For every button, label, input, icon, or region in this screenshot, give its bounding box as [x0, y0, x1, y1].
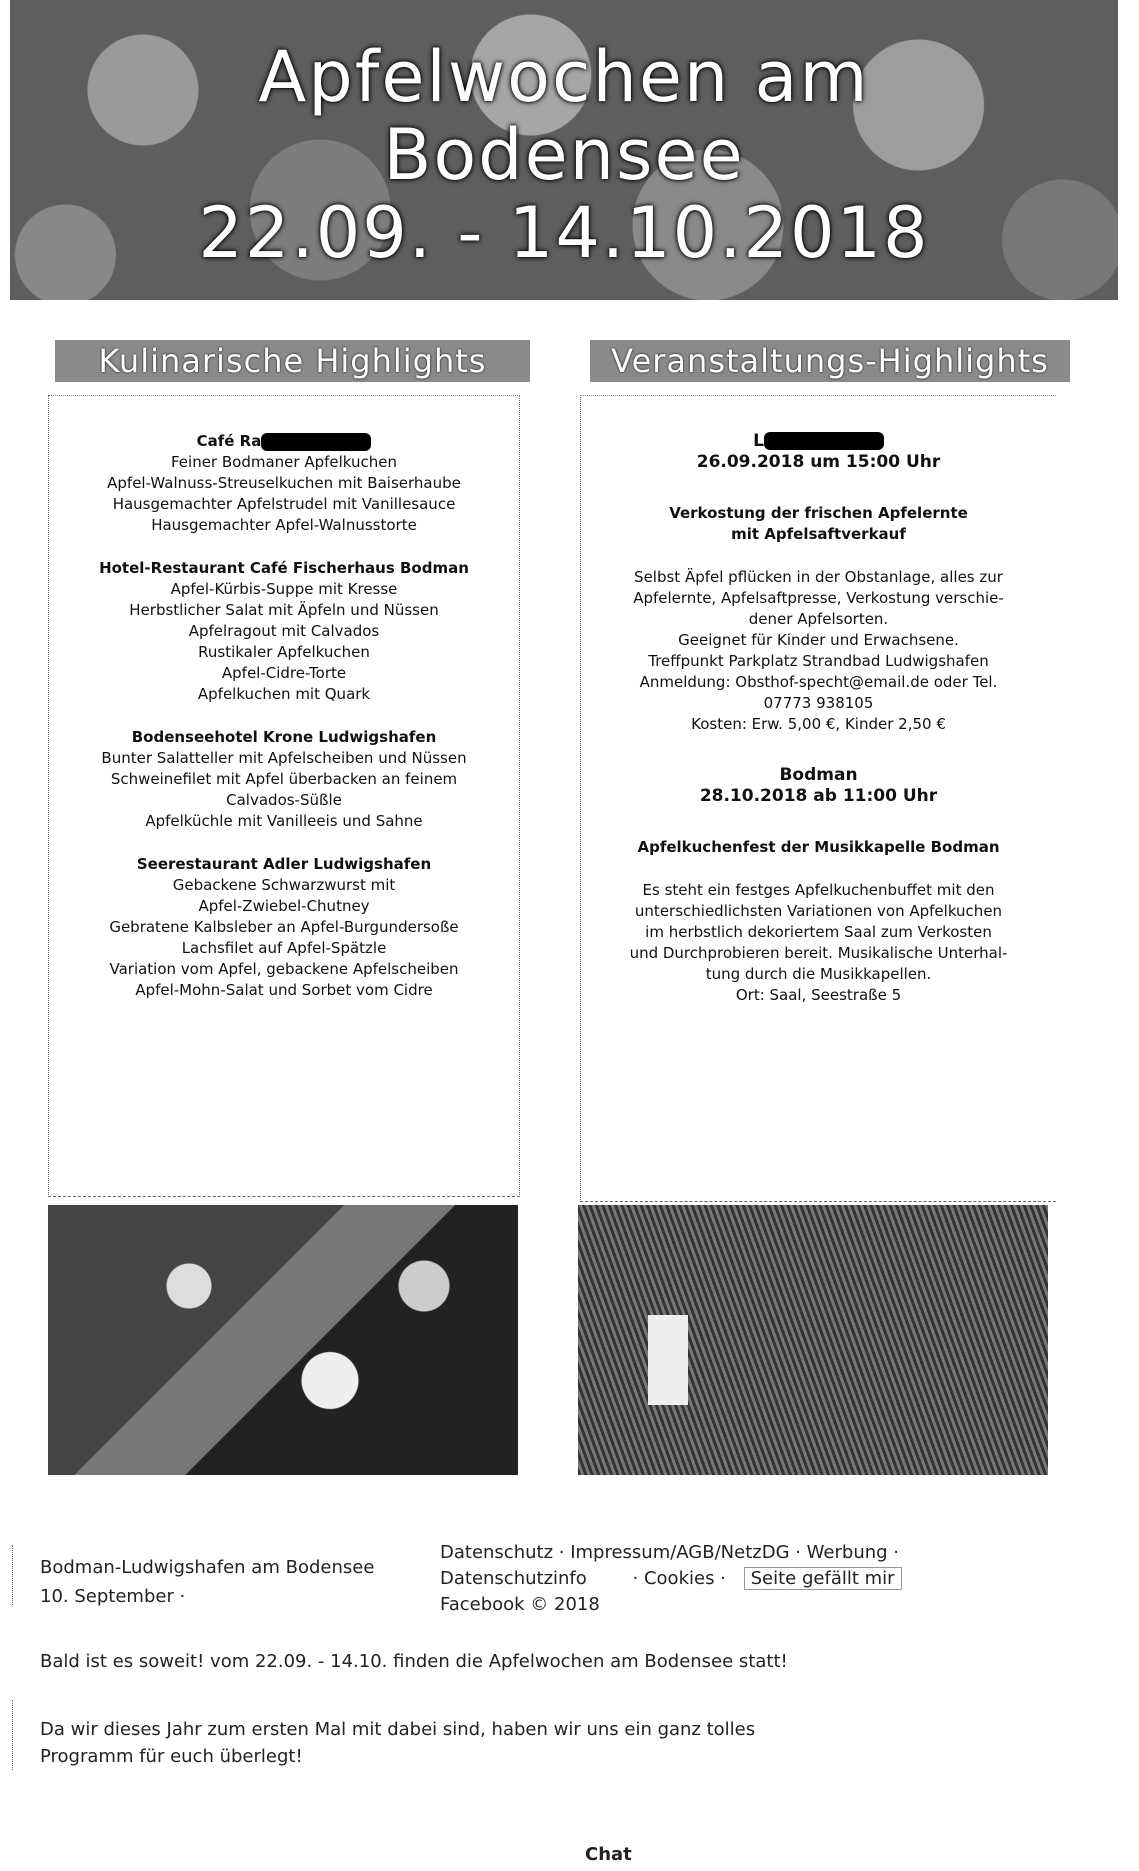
photo-detail [648, 1315, 688, 1405]
description-line: Selbst Äpfel pflücken in der Obstanlage, alles zur [634, 568, 1003, 586]
page-name-link[interactable]: Bodman-Ludwigshafen am Bodensee [40, 1557, 375, 1578]
privacy-info-link[interactable]: Datenschutzinfo [440, 1568, 587, 1589]
footer-links-row2 [440, 1566, 1070, 1592]
menu-item: Calvados-Süßle [226, 791, 342, 809]
description-line: 07773 938105 [763, 694, 874, 712]
facebook-copyright: Facebook © 2018 [440, 1594, 600, 1615]
menu-item: Apfelkuchen mit Quark [197, 685, 371, 703]
post-text-line3: Programm für euch überlegt! [40, 1746, 303, 1767]
footer-links-row1[interactable]: Datenschutz · Impressum/AGB/NetzDG · Werbung · [440, 1542, 900, 1563]
restaurant-block [49, 558, 519, 705]
menu-item: Lachsfilet auf Apfel-Spätzle [181, 939, 387, 957]
restaurant-name: Hotel-Restaurant Café Fischerhaus Bodman [99, 559, 469, 577]
description-line: Ort: Saal, Seestraße 5 [735, 986, 902, 1004]
description-line: Es steht ein festges Apfelkuchenbuffet mit den [642, 881, 995, 899]
apples-photo[interactable] [48, 1205, 518, 1475]
culinary-highlights-title: Kulinarische Highlights [55, 340, 530, 382]
menu-item: Bunter Salatteller mit Apfelscheiben und Nüssen [101, 749, 467, 767]
menu-item: Apfel-Kürbis-Suppe mit Kresse [170, 580, 398, 598]
description-line: Geeignet für Kinder und Erwachsene. [678, 631, 959, 649]
post-text-line2: Da wir dieses Jahr zum ersten Mal mit dabei sind, haben wir uns ein ganz tolles [40, 1719, 756, 1740]
redacted-text [764, 432, 884, 450]
description-line: Treffpunkt Parkplatz Strandbad Ludwigshafen [648, 652, 989, 670]
menu-item: Apfel-Mohn-Salat und Sorbet vom Cidre [135, 981, 433, 999]
menu-item: Variation vom Apfel, gebackene Apfelscheiben [109, 960, 459, 978]
event1-headline2: mit Apfelsaftverkauf [731, 525, 906, 543]
redacted-text [261, 433, 371, 451]
menu-item: Feiner Bodmaner Apfelkuchen [170, 453, 398, 471]
menu-item: Hausgemachter Apfelstrudel mit Vanillesauce [112, 495, 456, 513]
event-highlights-box [580, 395, 1056, 1202]
banner-title-line1: Apfelwochen am [258, 36, 870, 118]
menu-item: Apfel-Walnuss-Streuselkuchen mit Baiserhaube [107, 474, 461, 492]
like-page-button[interactable]: Seite gefällt mir [744, 1567, 902, 1590]
post-date[interactable]: 10. September · [40, 1586, 186, 1607]
chat-button[interactable]: Chat [585, 1844, 632, 1865]
menu-item: Hausgemachter Apfel-Walnusstorte [151, 516, 417, 534]
event2-place: Bodman [779, 765, 858, 785]
banner-date: 22.09. - 14.10.2018 [198, 192, 930, 274]
divider [12, 1700, 13, 1770]
restaurant-block [49, 854, 519, 1001]
event-banner [10, 0, 1118, 300]
menu-item: Herbstlicher Salat mit Äpfeln und Nüssen [129, 601, 439, 619]
menu-item: Schweinefilet mit Apfel überbacken an feinem [110, 770, 458, 788]
event1-date: 26.09.2018 um 15:00 Uhr [696, 452, 941, 472]
cookies-link[interactable]: · Cookies · [632, 1568, 726, 1589]
restaurant-name: Seerestaurant Adler Ludwigshafen [136, 855, 432, 873]
menu-item: Apfel-Zwiebel-Chutney [198, 897, 370, 915]
restaurant-name: Bodenseehotel Krone Ludwigshafen [131, 728, 437, 746]
event1-place: L [581, 431, 1056, 452]
restaurant-block [49, 431, 519, 536]
event2-headline: Apfelkuchenfest der Musikkapelle Bodman [637, 838, 1000, 856]
menu-item: Apfel-Cidre-Torte [221, 664, 347, 682]
description-line: Apfelernte, Apfelsaftpresse, Verkostung verschie- [633, 589, 1004, 607]
description-line: unterschiedlichsten Variationen von Apfelkuchen [634, 902, 1003, 920]
description-line: Anmeldung: Obsthof-specht@email.de oder Tel. [639, 673, 998, 691]
menu-item: Rustikaler Apfelkuchen [198, 643, 370, 661]
facebook-footer-links [440, 1540, 1070, 1618]
restaurant-name: Café Ra [49, 431, 519, 452]
menu-item: Gebratene Kalbsleber an Apfel-Burgundersoße [109, 918, 459, 936]
event2-date: 28.10.2018 ab 11:00 Uhr [699, 786, 938, 806]
restaurant-block [49, 727, 519, 832]
post-text-line1: Bald ist es soweit! vom 22.09. - 14.10. finden die Apfelwochen am Bodensee statt! [40, 1651, 788, 1672]
event1-description [581, 567, 1056, 735]
description-line: tung durch die Musikkapellen. [705, 965, 932, 983]
description-line: dener Apfelsorten. [748, 610, 889, 628]
event-highlights-title: Veranstaltungs-Highlights [590, 340, 1070, 382]
orchard-photo[interactable] [578, 1205, 1048, 1475]
menu-item: Apfelküchle mit Vanilleeis und Sahne [145, 812, 423, 830]
divider [12, 1545, 13, 1605]
menu-item: Apfelragout mit Calvados [188, 622, 380, 640]
description-line: im herbstlich dekoriertem Saal zum Verkosten [645, 923, 992, 941]
description-line: Kosten: Erw. 5,00 €, Kinder 2,50 € [691, 715, 946, 733]
event2-description [581, 880, 1056, 1006]
culinary-highlights-box [48, 395, 520, 1197]
banner-title-line2: Bodensee [383, 114, 745, 196]
description-line: und Durchprobieren bereit. Musikalische Unterhal- [629, 944, 1008, 962]
event1-headline1: Verkostung der frischen Apfelernte [669, 504, 968, 522]
menu-item: Gebackene Schwarzwurst mit [172, 876, 396, 894]
